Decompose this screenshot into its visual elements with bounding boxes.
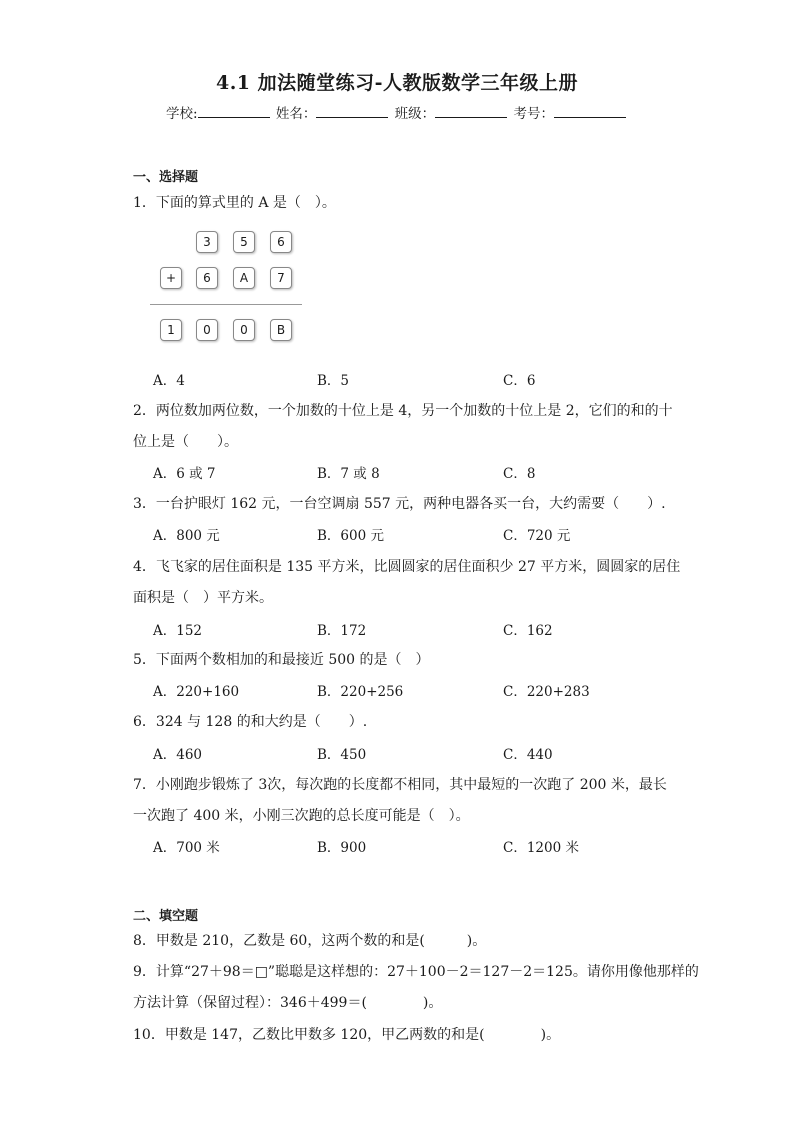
question-1-text: 1．下面的算式里的 A 是（ ）。 (133, 195, 336, 211)
q7-option-a[interactable]: A．700 米 (153, 840, 220, 856)
q6-option-c[interactable]: C．440 (503, 747, 553, 763)
q1-option-a[interactable]: A．4 (153, 373, 185, 389)
digit-box: 6 (270, 231, 292, 253)
question-7-line-1: 7．小刚跑步锻炼了 3次，每次跑的长度都不相同，其中最短的一次跑了 200 米，最长 (133, 777, 667, 793)
q4-option-a[interactable]: A．152 (153, 623, 203, 639)
q6-option-a[interactable]: A．460 (153, 747, 203, 763)
sum-line (150, 304, 302, 305)
digit-box: 3 (196, 231, 218, 253)
q3-option-b[interactable]: B．600 元 (317, 528, 384, 544)
plus-sign-box: + (160, 267, 182, 289)
q6-option-b[interactable]: B．450 (317, 747, 367, 763)
section-heading-choice: 一、选择题 (133, 170, 199, 185)
student-info-line (0, 102, 794, 122)
q5-option-a[interactable]: A．220+160 (153, 684, 240, 700)
question-9-line-1: 9．计算“27＋98＝□”聪聪是这样想的：27＋100－2＝127－2＝125。请你用像他那样的 (133, 964, 699, 980)
digit-box: 6 (196, 267, 218, 289)
question-10-text: 10．甲数是 147，乙数比甲数多 120，甲乙两数的和是( )。 (133, 1027, 561, 1043)
school-label: 学校: (166, 106, 198, 122)
exam-number-label: 考号： (513, 106, 554, 122)
question-9-line-2: 方法计算（保留过程）：346＋499＝( )。 (133, 995, 443, 1011)
q1-option-c[interactable]: C．6 (503, 373, 536, 389)
class-label: 班级： (394, 106, 436, 122)
q2-option-a[interactable]: A．6 或 7 (153, 466, 216, 482)
name-label: 姓名： (275, 106, 317, 122)
q5-option-c[interactable]: C．220+283 (503, 684, 590, 700)
question-5-text: 5．下面两个数相加的和最接近 500 的是（ ） (133, 652, 430, 668)
section-heading-fill: 二、填空题 (133, 909, 199, 924)
digit-box: 1 (160, 319, 182, 341)
digit-box: 0 (196, 319, 218, 341)
q5-option-b[interactable]: B．220+256 (317, 684, 404, 700)
q7-option-c[interactable]: C．1200 米 (503, 840, 579, 856)
name-blank (316, 105, 388, 118)
question-4-line-2: 面积是（ ）平方米。 (133, 590, 273, 606)
digit-box: 0 (233, 319, 255, 341)
q3-option-a[interactable]: A．800 元 (153, 528, 220, 544)
exam-number-blank (554, 105, 626, 118)
question-8-text: 8．甲数是 210，乙数是 60，这两个数的和是( )。 (133, 933, 487, 949)
q2-option-c[interactable]: C．8 (503, 466, 536, 482)
question-6-text: 6．324 与 128 的和大约是（ ）. (133, 714, 368, 730)
digit-box-b: B (270, 319, 292, 341)
digit-box-a: A (233, 267, 255, 289)
q2-option-b[interactable]: B．7 或 8 (317, 466, 380, 482)
school-blank (198, 105, 270, 118)
class-blank (435, 105, 507, 118)
q4-option-c[interactable]: C．162 (503, 623, 553, 639)
question-3-text: 3．一台护眼灯 162 元，一台空调扇 557 元，两种电器各买一台，大约需要（ ）. (133, 496, 666, 512)
digit-box: 5 (233, 231, 255, 253)
page-title: 4.1 加法随堂练习-人教版数学三年级上册 (215, 72, 579, 94)
digit-box: 7 (270, 267, 292, 289)
question-4-line-1: 4．飞飞家的居住面积是 135 平方米，比圆圆家的居住面积少 27 平方米，圆圆家的居住 (133, 559, 681, 575)
q4-option-b[interactable]: B．172 (317, 623, 367, 639)
q7-option-b[interactable]: B．900 (317, 840, 367, 856)
question-2-line-1: 2．两位数加两位数，一个加数的十位上是 4，另一个加数的十位上是 2，它们的和的十 (133, 403, 673, 419)
q1-option-b[interactable]: B．5 (317, 373, 350, 389)
question-7-line-2: 一次跑了 400 米，小刚三次跑的总长度可能是（ ）。 (133, 808, 470, 824)
question-2-line-2: 位上是（ ）。 (133, 434, 238, 450)
q3-option-c[interactable]: C．720 元 (503, 528, 571, 544)
